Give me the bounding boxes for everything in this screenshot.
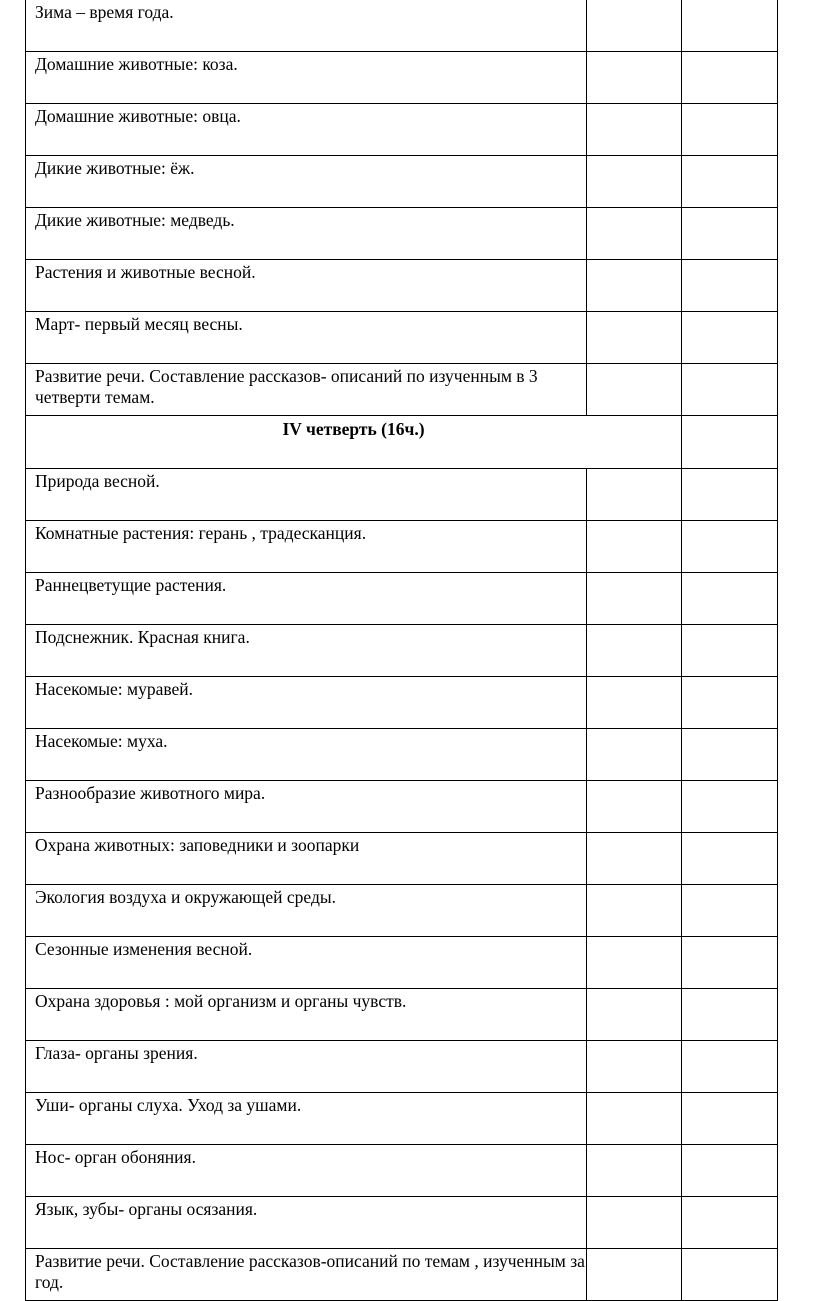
note-cell <box>682 729 778 781</box>
note-cell <box>682 521 778 573</box>
date-cell <box>587 833 682 885</box>
note-cell <box>682 1093 778 1145</box>
topic-cell: Разнообразие животного мира. <box>26 781 587 833</box>
topic-cell: Глаза- органы зрения. <box>26 1041 587 1093</box>
note-cell <box>682 833 778 885</box>
topic-cell: Раннецветущие растения. <box>26 573 587 625</box>
date-cell <box>587 625 682 677</box>
table-row <box>26 1145 778 1197</box>
table-row <box>26 208 778 260</box>
note-cell <box>682 469 778 521</box>
note-cell <box>682 677 778 729</box>
date-cell <box>587 885 682 937</box>
date-cell <box>587 729 682 781</box>
topic-cell: Охрана животных: заповедники и зоопарки <box>26 833 587 885</box>
date-cell <box>587 208 682 260</box>
table-row <box>26 1197 778 1249</box>
date-cell <box>587 0 682 52</box>
note-cell <box>682 989 778 1041</box>
note-cell <box>682 1041 778 1093</box>
note-cell <box>682 52 778 104</box>
topic-cell: Развитие речи. Составление рассказов- описаний по изученным в 3 четверти темам. <box>26 364 587 416</box>
table-row <box>26 677 778 729</box>
date-cell <box>587 1249 682 1301</box>
note-cell <box>682 0 778 52</box>
table-row <box>26 625 778 677</box>
table-row <box>26 729 778 781</box>
note-cell <box>682 364 778 416</box>
table-row <box>26 573 778 625</box>
date-cell <box>587 521 682 573</box>
topic-cell: Экология воздуха и окружающей среды. <box>26 885 587 937</box>
table-row <box>26 52 778 104</box>
date-cell <box>587 677 682 729</box>
topic-cell: Сезонные изменения весной. <box>26 937 587 989</box>
topic-cell: Март- первый месяц весны. <box>26 312 587 364</box>
table-row <box>26 1093 778 1145</box>
table-row <box>26 1249 778 1301</box>
topic-cell: Домашние животные: коза. <box>26 52 587 104</box>
note-cell <box>682 781 778 833</box>
table-row <box>26 104 778 156</box>
table-row <box>26 781 778 833</box>
date-cell <box>587 260 682 312</box>
table-row <box>26 260 778 312</box>
date-cell <box>587 573 682 625</box>
note-cell <box>682 1197 778 1249</box>
topic-cell: Природа весной. <box>26 469 587 521</box>
topic-cell: Насекомые: муравей. <box>26 677 587 729</box>
table-row <box>26 156 778 208</box>
topic-cell: Охрана здоровья : мой организм и органы чувств. <box>26 989 587 1041</box>
topic-cell: Зима – время года. <box>26 0 587 52</box>
date-cell <box>587 312 682 364</box>
table-row <box>26 833 778 885</box>
note-cell <box>682 885 778 937</box>
date-cell <box>587 1145 682 1197</box>
date-cell <box>587 469 682 521</box>
note-cell <box>682 625 778 677</box>
table-row <box>26 937 778 989</box>
topic-cell: Дикие животные: медведь. <box>26 208 587 260</box>
topic-cell: Насекомые: муха. <box>26 729 587 781</box>
note-cell <box>682 156 778 208</box>
date-cell <box>587 52 682 104</box>
date-cell <box>587 1197 682 1249</box>
quarter-title: IV четверть (16ч.) <box>26 416 682 469</box>
note-cell <box>682 208 778 260</box>
table-row <box>26 364 778 416</box>
note-cell <box>682 260 778 312</box>
topic-cell: Нос- орган обоняния. <box>26 1145 587 1197</box>
topic-cell: Растения и животные весной. <box>26 260 587 312</box>
lesson-plan-table <box>25 0 778 1301</box>
topic-cell: Развитие речи. Составление рассказов-описаний по темам , изученным за год. <box>26 1249 587 1301</box>
table-row <box>26 469 778 521</box>
note-cell <box>682 937 778 989</box>
date-cell <box>587 364 682 416</box>
table-row <box>26 312 778 364</box>
note-cell <box>682 104 778 156</box>
table-row <box>26 1041 778 1093</box>
table-row <box>26 885 778 937</box>
table-row <box>26 521 778 573</box>
table-row <box>26 989 778 1041</box>
date-cell <box>587 104 682 156</box>
date-cell <box>587 781 682 833</box>
note-cell <box>682 573 778 625</box>
table-row <box>26 0 778 52</box>
topic-cell: Дикие животные: ёж. <box>26 156 587 208</box>
date-cell <box>587 1093 682 1145</box>
date-cell <box>587 989 682 1041</box>
note-cell <box>682 1145 778 1197</box>
date-cell <box>587 1041 682 1093</box>
note-cell <box>682 1249 778 1301</box>
topic-cell: Подснежник. Красная книга. <box>26 625 587 677</box>
quarter-header-row <box>26 416 778 469</box>
date-cell <box>587 156 682 208</box>
topic-cell: Язык, зубы- органы осязания. <box>26 1197 587 1249</box>
note-cell <box>682 312 778 364</box>
topic-cell: Домашние животные: овца. <box>26 104 587 156</box>
note-cell <box>682 416 778 469</box>
topic-cell: Комнатные растения: герань , традесканция. <box>26 521 587 573</box>
date-cell <box>587 937 682 989</box>
topic-cell: Уши- органы слуха. Уход за ушами. <box>26 1093 587 1145</box>
